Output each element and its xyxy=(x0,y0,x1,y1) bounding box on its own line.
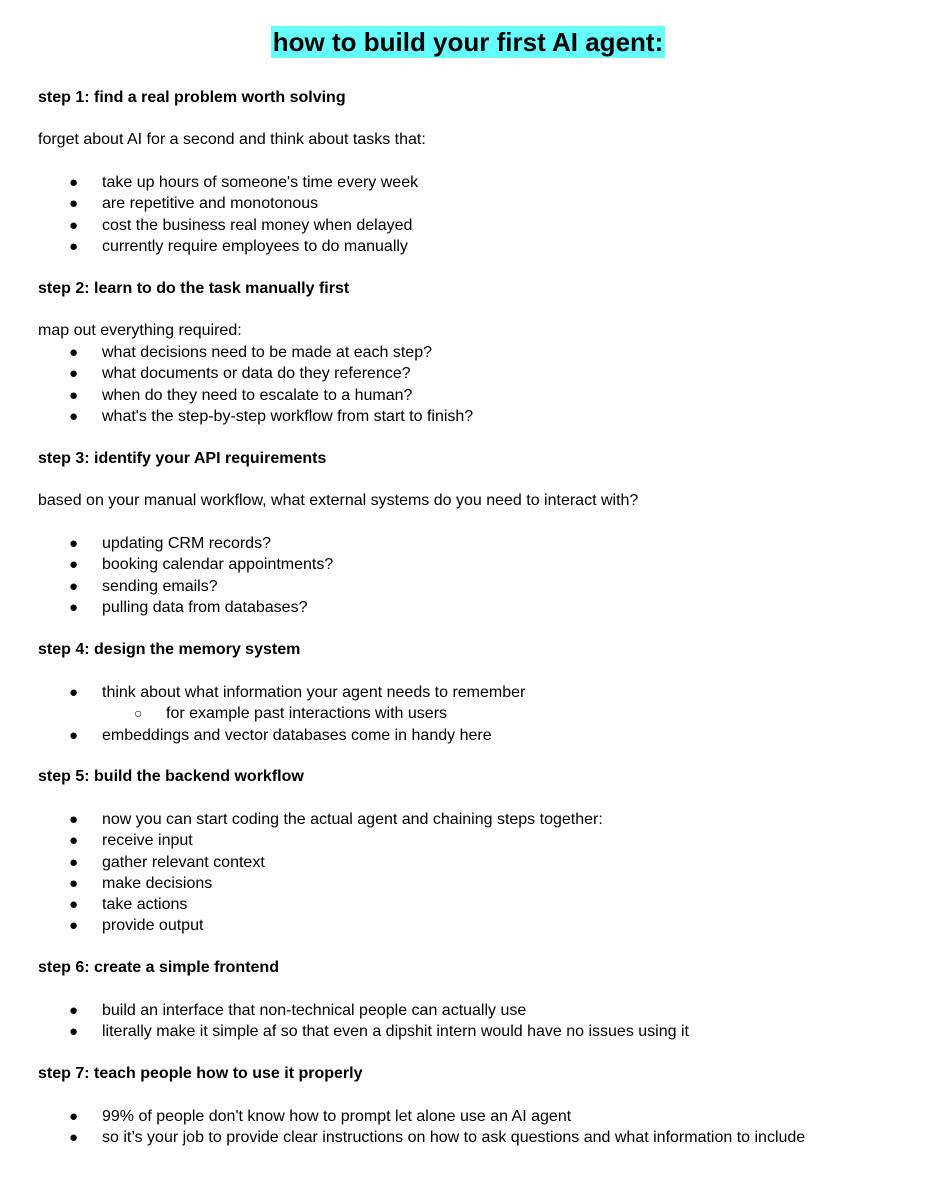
list-item-text: so it’s your job to provide clear instructions on how to ask questions and what information to include xyxy=(102,1129,806,1147)
step-6-heading: step 6: create a simple frontend xyxy=(38,959,279,976)
bullet-icon: ● xyxy=(69,237,79,255)
step-7-heading: step 7: teach people how to use it properly xyxy=(38,1065,363,1082)
bullet-icon: ● xyxy=(69,832,79,850)
bullet-icon: ● xyxy=(69,726,79,744)
document-title: how to build your first AI agent: xyxy=(272,27,664,57)
step-1-heading: step 1: find a real problem worth solving xyxy=(38,89,346,106)
list-item-text: receive input xyxy=(102,832,193,850)
step-3-heading: step 3: identify your API requirements xyxy=(38,450,327,467)
list-item-text: make decisions xyxy=(102,874,213,892)
list-item-text: provide output xyxy=(102,917,204,935)
list-item-text: booking calendar appointments? xyxy=(102,556,334,574)
bullet-icon: ● xyxy=(69,811,79,828)
bullet-icon: ● xyxy=(69,174,79,191)
list-item-text: pulling data from databases? xyxy=(102,598,308,616)
bullet-icon: ● xyxy=(69,874,79,892)
title-container xyxy=(0,26,936,58)
bullet-icon: ● xyxy=(69,1023,79,1041)
bullet-icon: ● xyxy=(69,1129,79,1147)
bullet-icon: ● xyxy=(69,556,79,574)
list-item-text: take actions xyxy=(102,896,188,914)
bullet-icon: ● xyxy=(69,1002,79,1019)
list-item-text: what's the step-by-step workflow from start to finish? xyxy=(102,407,474,425)
list-item-text: what decisions need to be made at each step? xyxy=(102,344,432,361)
list-item-text: now you can start coding the actual agent and chaining steps together: xyxy=(102,811,603,828)
bullet-icon: ● xyxy=(69,896,79,914)
bullet-icon: ● xyxy=(69,195,79,213)
step-5-heading: step 5: build the backend workflow xyxy=(38,768,304,785)
step-2-intro: map out everything required: xyxy=(38,322,242,339)
bullet-icon: ● xyxy=(69,386,79,404)
list-item-text: when do they need to escalate to a human? xyxy=(102,386,413,404)
step-2-heading: step 2: learn to do the task manually first xyxy=(38,280,350,297)
list-item-text: literally make it simple af so that even a dipshit intern would have no issues using it xyxy=(102,1023,689,1041)
list-item-text: are repetitive and monotonous xyxy=(102,195,319,213)
list-item-text: take up hours of someone's time every week xyxy=(102,174,419,191)
list-item-text: gather relevant context xyxy=(102,853,265,871)
list-item-text: cost the business real money when delayed xyxy=(102,216,413,234)
bullet-icon: ● xyxy=(69,344,79,361)
list-item-text: 99% of people don't know how to prompt let alone use an AI agent xyxy=(102,1108,572,1125)
bullet-icon: ● xyxy=(69,365,79,383)
bullet-icon: ● xyxy=(69,535,79,552)
bullet-icon: ● xyxy=(69,598,79,616)
step-1-intro: forget about AI for a second and think about tasks that: xyxy=(38,131,426,148)
bullet-icon: ● xyxy=(69,853,79,871)
step-4-heading: step 4: design the memory system xyxy=(38,641,301,658)
list-item-text: embeddings and vector databases come in handy here xyxy=(102,726,492,744)
bullet-icon: ● xyxy=(69,407,79,425)
bullet-icon: ● xyxy=(69,216,79,234)
list-item-text: what documents or data do they reference? xyxy=(102,365,411,383)
list-item-text: updating CRM records? xyxy=(102,535,271,552)
list-item-text: for example past interactions with users xyxy=(166,705,448,723)
step-3-intro: based on your manual workflow, what external systems do you need to interact with? xyxy=(38,492,639,509)
hollow-bullet-icon: ○ xyxy=(134,705,143,722)
list-item-text: think about what information your agent needs to remember xyxy=(102,684,526,701)
bullet-icon: ● xyxy=(69,917,79,935)
list-item-text: build an interface that non-technical people can actually use xyxy=(102,1002,527,1019)
list-item-text: sending emails? xyxy=(102,577,218,595)
bullet-icon: ● xyxy=(69,1108,79,1125)
bullet-icon: ● xyxy=(69,684,79,701)
list-item-text: currently require employees to do manually xyxy=(102,237,408,255)
bullet-icon: ● xyxy=(69,577,79,595)
